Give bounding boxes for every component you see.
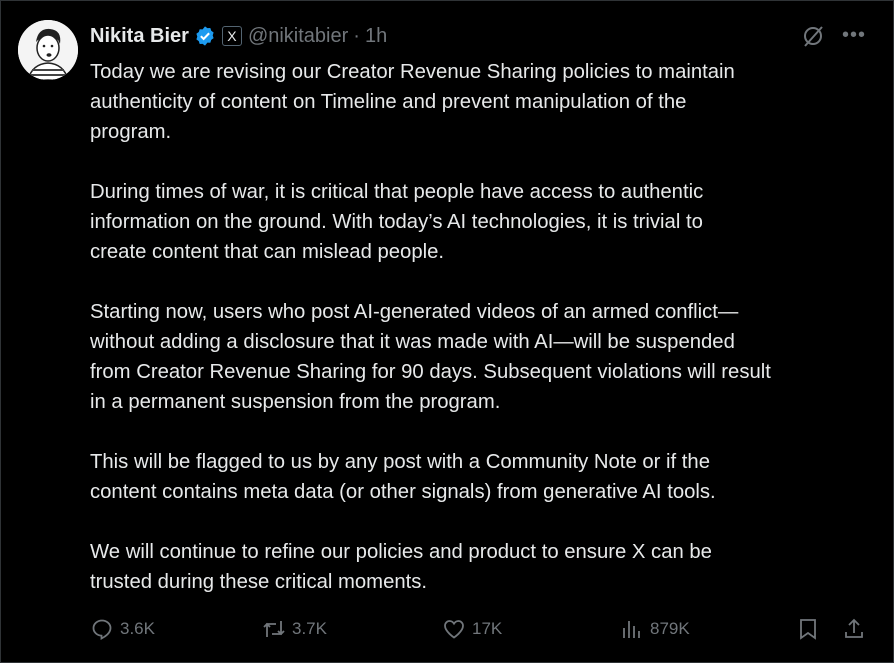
post-header (90, 22, 387, 50)
author-handle[interactable]: @nikitabier (247, 24, 349, 47)
text-line: trusted during these critical moments. (90, 571, 428, 593)
post-text (90, 57, 771, 627)
repost-count: 3.7K (292, 619, 327, 638)
heart-icon (442, 617, 466, 641)
x-affiliation-badge[interactable]: X (222, 26, 242, 46)
text-line: During times of war, it is critical that people have access to authentic (90, 181, 704, 203)
post-paragraph (90, 177, 771, 267)
like-count: 17K (472, 619, 503, 638)
bookmark-button[interactable] (796, 614, 820, 644)
repost-icon (262, 617, 286, 641)
post-paragraph (90, 57, 771, 147)
avatar-illustration-icon (18, 20, 78, 80)
post-time[interactable]: 1h (364, 24, 388, 47)
more-options-icon[interactable]: ••• (842, 24, 867, 46)
text-line: program. (90, 121, 172, 143)
grok-icon[interactable] (801, 24, 825, 48)
share-button[interactable] (842, 614, 866, 644)
view-count: 879K (650, 619, 690, 638)
text-line: information on the ground. With today’s AI technologies, it is trivial to (90, 211, 703, 233)
text-line: in a permanent suspension from the program. (90, 391, 501, 413)
bookmark-icon (796, 617, 820, 641)
action-bar (90, 614, 870, 644)
repost-button[interactable] (262, 614, 327, 644)
post-paragraph (90, 447, 771, 507)
views-chart-icon (620, 617, 644, 641)
author-name[interactable]: Nikita Bier (90, 24, 189, 47)
text-line: We will continue to refine our policies and product to ensure X can be (90, 541, 712, 563)
reply-icon (90, 617, 114, 641)
text-line: from Creator Revenue Sharing for 90 days. Subsequent violations will result (90, 361, 771, 383)
reply-button[interactable] (90, 614, 155, 644)
text-line: Today we are revising our Creator Revenue Sharing policies to maintain (90, 61, 735, 83)
post-paragraph (90, 537, 771, 597)
share-icon (842, 617, 866, 641)
text-line: content contains meta data (or other signals) from generative AI tools. (90, 481, 716, 503)
text-line: create content that can mislead people. (90, 241, 445, 263)
text-line: without adding a disclosure that it was made with AI—will be suspended (90, 331, 735, 353)
reply-count: 3.6K (120, 619, 155, 638)
views-button[interactable] (620, 614, 690, 644)
avatar[interactable] (18, 20, 78, 80)
text-line: Starting now, users who post AI-generated videos of an armed conflict— (90, 301, 739, 323)
verified-badge-icon[interactable] (194, 25, 216, 47)
separator-dot: · (353, 24, 360, 47)
text-line: This will be flagged to us by any post with a Community Note or if the (90, 451, 710, 473)
post-paragraph (90, 297, 771, 417)
like-button[interactable] (442, 614, 502, 644)
text-line: authenticity of content on Timeline and prevent manipulation of the (90, 91, 687, 113)
